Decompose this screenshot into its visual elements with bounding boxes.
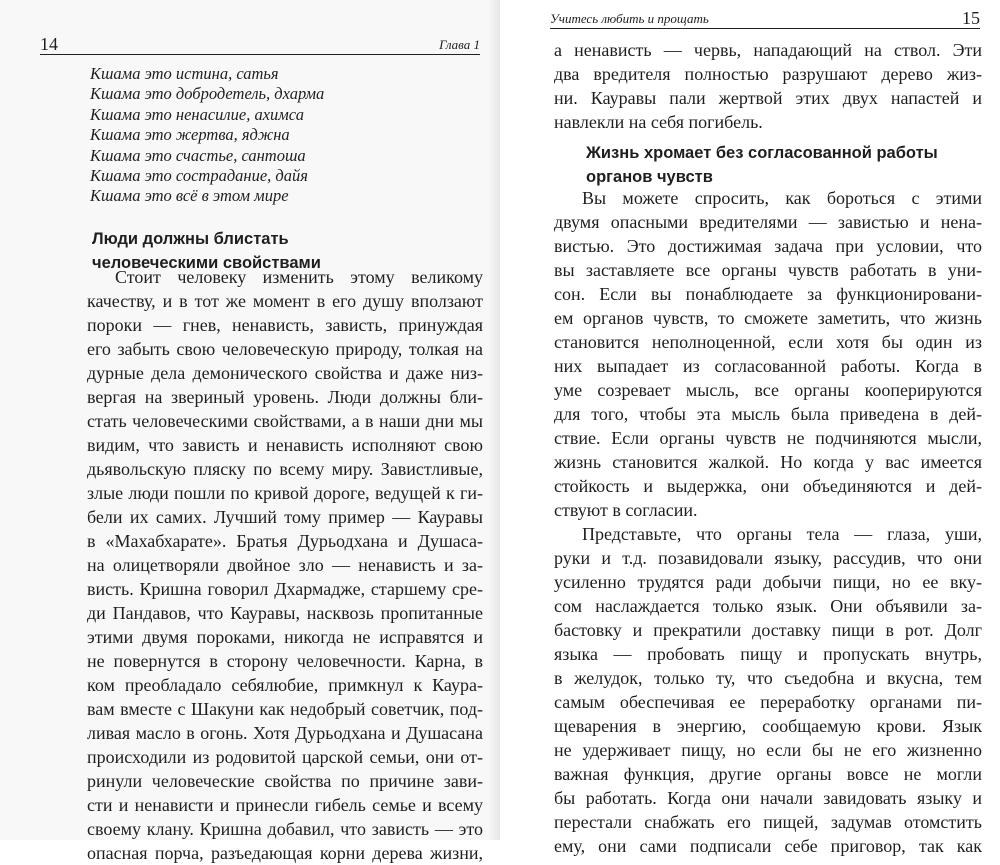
section-heading-right bbox=[586, 142, 938, 189]
verse-line: Кшама это жертва, яджна bbox=[90, 125, 290, 145]
text-line: них выпадает из согласованной работы. Когда в bbox=[554, 356, 982, 376]
page-number-right: 15 bbox=[962, 8, 980, 28]
text-line: перестали снабжать его пищей, задумав отомстить bbox=[554, 812, 982, 832]
text-line: Стоит человеку изменить этому великому bbox=[115, 267, 483, 287]
running-head-right bbox=[550, 2, 980, 29]
text-line: происходили из родовитой царской семьи, они от- bbox=[87, 747, 483, 767]
running-head-left bbox=[40, 30, 480, 55]
text-line: навлекли на себя погибель. bbox=[554, 112, 763, 132]
verse-line: Кшама это ненасилие, ахимса bbox=[90, 104, 304, 124]
text-line: ем органов чувств, то сможете заметить, что жизнь bbox=[554, 308, 982, 328]
text-line: сти и ненависти и принесли гибель семье и всему bbox=[87, 795, 483, 815]
text-line: этими двумя пороками, никогда не исправятся и bbox=[87, 627, 483, 647]
verse-block bbox=[90, 64, 324, 207]
text-line: видим, что зависть и ненависть исполняют свою bbox=[87, 435, 483, 455]
page-number-left: 14 bbox=[40, 34, 58, 54]
text-line: для того, чтобы эта мысль была приведена в дей- bbox=[554, 404, 982, 424]
text-line: а ненависть — червь, нападающий на ствол. Эти bbox=[554, 40, 982, 60]
text-line: сон. Если вы понаблюдаете за функционировани- bbox=[554, 284, 982, 304]
text-line: в желудок, только ту, что съедобна и вкусна, тем bbox=[554, 668, 982, 688]
chapter-label: Глава 1 bbox=[439, 37, 480, 52]
text-line: пороки — гнев, ненависть, зависть, принуждая bbox=[87, 315, 483, 335]
text-line: уме созревает мысль, все органы кооперируются bbox=[554, 380, 982, 400]
text-line: своему клану. Кришна добавил, что зависть — это bbox=[87, 819, 483, 839]
text-line: его забыть свою человеческую природу, толкая на bbox=[87, 339, 483, 359]
verse-line: Кшама это счастье, сантоша bbox=[90, 145, 306, 165]
text-line: ринули человеческие свойства по причине зави- bbox=[87, 771, 483, 791]
text-line: стать человеческими свойствами, а в наши дни мы bbox=[87, 411, 483, 431]
text-line: важная функция, другие органы вовсе не могли bbox=[554, 764, 982, 784]
continued-text-right bbox=[554, 38, 982, 134]
text-line: ди Пандавов, что Кауравы, насквозь пропитанные bbox=[87, 603, 483, 623]
text-line: бели их самих. Лучший тому пример — Кауравы bbox=[87, 507, 483, 527]
book-title-label: Учитесь любить и прощать bbox=[550, 11, 709, 26]
text-line: двумя опасными вредителями — завистью и нена- bbox=[554, 212, 982, 232]
verse-line: Кшама это истина, сатья bbox=[90, 64, 279, 83]
text-line: бастовку и прекратили доставку пищи в рот. Долг bbox=[554, 620, 982, 640]
verse-line: Кшама это сострадание, дайя bbox=[90, 166, 308, 186]
text-line: злые люди пошли по кривой дороге, ведущей к ги- bbox=[87, 483, 483, 503]
text-line: вергая на звериный уровень. Люди должны бли- bbox=[87, 387, 483, 407]
text-line: опасная порча, разъедающая корни дерева жизни, bbox=[87, 843, 483, 863]
verse-line: Кшама это добродетель, дхарма bbox=[90, 84, 325, 104]
text-line: руки и т.д. позавидовали языку, рассудив, что они bbox=[554, 548, 982, 568]
text-line: висть. Кришна говорил Дхармадже, старшему сре- bbox=[87, 579, 483, 599]
text-line: в «Махабхарате». Братья Дурьодхана и Душаса- bbox=[87, 531, 483, 551]
text-line: бы работать. Когда они начали завидовать языку и bbox=[554, 788, 982, 808]
text-line: вам вместе с Шакуни как недобрый советчик, под- bbox=[87, 699, 483, 719]
heading-line: органов чувств bbox=[586, 167, 713, 186]
body-text-left bbox=[87, 265, 483, 865]
body-text-right bbox=[554, 186, 982, 858]
text-line: жизнь становится жалкой. Но когда у вас имеется bbox=[554, 452, 982, 472]
text-line: ни. Кауравы пали жертвой этих двух напастей и bbox=[554, 88, 982, 108]
text-line: дурные дела демонического свойства и даже низ- bbox=[87, 363, 483, 383]
text-line: не повернутся в сторону человечности. Карна, в bbox=[87, 651, 483, 671]
text-line: самым обеспечивая ее переработку органами пи- bbox=[554, 692, 982, 712]
text-line: ливая масло в огонь. Хотя Дурьодхана и Душасана bbox=[87, 723, 483, 743]
heading-line: Жизнь хромает без согласованной работы bbox=[586, 144, 938, 162]
text-line: не удерживает пищу, но если бы не его жизненно bbox=[554, 740, 982, 760]
text-line: стойкость и выдержка, они объединяются и дей- bbox=[554, 476, 982, 496]
right-page bbox=[500, 0, 1000, 856]
text-line: Представьте, что органы тела — глаза, уши, bbox=[582, 524, 982, 544]
left-page bbox=[0, 0, 500, 863]
text-line: сом наслаждается только язык. Они объявили за- bbox=[554, 596, 982, 616]
text-line: вы заставляете все органы чувств работать в уни- bbox=[554, 260, 982, 280]
verse-line: Кшама это всё в этом мире bbox=[90, 186, 289, 206]
text-line: два вредителя полностью разрушают дерево жиз- bbox=[554, 64, 982, 84]
text-line: качеству, и в тот же момент в его душу вползают bbox=[87, 291, 483, 311]
text-line: вистью. Это достижимая задача при условии, что bbox=[554, 236, 982, 256]
text-line: дьявольскую пляску по всему миру. Завистливые, bbox=[87, 459, 483, 479]
text-line: ком преобладало себялюбие, примкнул к Каура- bbox=[87, 675, 483, 695]
text-line: становится неполноценной, если хотя бы один из bbox=[554, 332, 982, 352]
text-line: щеварения в энергию, сообщаемую крови. Язык bbox=[554, 716, 982, 736]
text-line: ствуют в согласии. bbox=[554, 500, 698, 520]
heading-line: человеческими свойствами bbox=[92, 253, 321, 272]
text-line: ствие. Если органы чувств не подчиняются мысли, bbox=[554, 428, 982, 448]
text-line: языка — пробовать пищу и пропускать внутрь, bbox=[554, 644, 982, 664]
text-line: усиленно трудятся ради добычи пищи, но ее вку- bbox=[554, 572, 982, 592]
text-line: ему, они сами подписали себе приговор, так как bbox=[554, 836, 982, 856]
text-line: на олицетворяли двойное зло — ненависть и за- bbox=[87, 555, 483, 575]
heading-line: Люди должны блистать bbox=[92, 230, 289, 248]
text-line: Вы можете спросить, как бороться с этими bbox=[582, 188, 982, 208]
